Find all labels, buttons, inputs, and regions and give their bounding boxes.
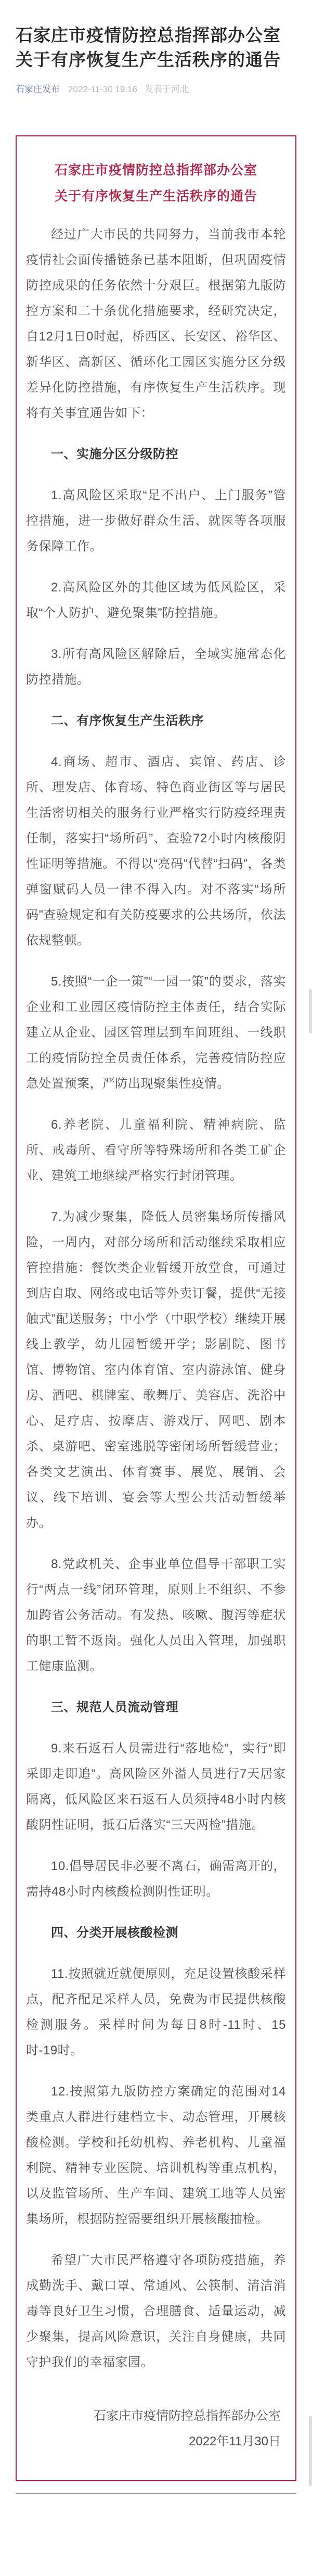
notice-paragraph: 6.养老院、儿童福利院、精神病院、监所、戒毒所、看守所等特殊场所和各类工矿企业、建筑工地继续严格实行封闭管理。 bbox=[26, 1118, 286, 1183]
publish-time: 2022-11-30 19:16 bbox=[68, 84, 137, 95]
notice-paragraph: 8.党政机关、企事业单位倡导干部职工实行“两点一线”闭环管理，原则上不组织、不参加跨省公务活动。有发热、咳嗽、腹泻等症状的职工暂不返岗。强化人员出入管理，加强职工健康监测。 bbox=[26, 1557, 286, 1674]
notice-paragraph: 经过广大市民的共同努力，当前我市本轮疫情社会面传播链条已基本阻断，但巩固疫情防控成果的任务依然十分艰巨。根据第九版防控方案和二十条优化措施要求，经研究决定，自12月1日0时起，桥西区、长安区、裕华区、新华区、高新区、循环化工园区实施分区分级差异化防控措施，有序恢复生产生活秩序。现将有关事宜通告如下： bbox=[26, 228, 286, 421]
publish-location: 发表于河北 bbox=[144, 84, 189, 95]
notice-paragraph: 10.倡导居民非必要不离石，确需离开的，需持48小时内核酸检测阴性证明。 bbox=[26, 1859, 286, 1899]
account-link[interactable]: 石家庄发布 bbox=[16, 84, 60, 95]
notice-heading-line1: 石家庄市疫情防控总指挥部办公室 bbox=[54, 163, 257, 178]
section-heading: 四、分类开展核酸检测 bbox=[51, 1926, 178, 1940]
section-heading: 一、实施分区分级防控 bbox=[51, 447, 178, 462]
notice-body bbox=[26, 222, 286, 2375]
notice-box bbox=[16, 135, 296, 2481]
section-heading: 二、有序恢复生产生活秩序 bbox=[51, 714, 204, 728]
bottom-divider bbox=[16, 2493, 296, 2494]
scrollbar-thumb[interactable] bbox=[309, 2416, 312, 2486]
notice-paragraph: 2.高风险区外的其他区域为低风险区，采取“个人防护、避免聚集”防控措施。 bbox=[26, 580, 286, 621]
scrollbar-thumb[interactable] bbox=[309, 989, 312, 1033]
notice-paragraph: 3.所有高风险区解除后，全域实施常态化防控措施。 bbox=[26, 647, 286, 687]
notice-paragraph: 5.按照“一企一策”“一园一策”的要求，落实企业和工业园区疫情防控主体责任，结合实际建立从企业、园区管理层到车间班组、一线职工的疫情防控全员责任体系，完善疫情防控应急处置预案，严防出现聚集性疫情。 bbox=[26, 975, 286, 1091]
notice-paragraph: 11.按照就近就便原则，充足设置核酸采样点，配齐配足采样人员，免费为市民提供核酸检测服务。采样时间为每日8时-11时、15时-19时。 bbox=[26, 1967, 286, 2058]
notice-paragraph: 希望广大市民严格遵守各项防疫措施，养成勤洗手、戴口罩、常通风、公筷制、清洁消毒等良好卫生习惯，合理膳食、适量运动，减少聚集，提高风险意识，关注自身健康，共同守护我们的幸福家园。 bbox=[26, 2253, 286, 2370]
notice-paragraph: 12.按照第九版防控方案确定的范围对14类重点人群进行建档立卡、动态管理，开展核酸检测。学校和托幼机构、养老机构、儿童福利院、精神专业医院、培训机构等重点机构，以及监管场所、生产车间、建筑工地等人员密集场所，根据防控需要组织开展核酸抽检。 bbox=[26, 2085, 286, 2227]
notice-paragraph: 7.为减少聚集，降低人员密集场所传播风险，一周内，对部分场所和活动继续采取相应管控措施：餐饮类企业暂缓开放堂食，可通过到店自取、网络或电话等外卖订餐，提供“无接触式”配送服务；中小学（中职学校）继续开展线上教学，幼儿园暂缓开学；影剧院、图书馆、博物馆、室内体育馆、室内游泳馆、健身房、酒吧、棋牌室、歌舞厅、美容店、洗浴中心、足疗店、按摩店、游戏厅、网吧、剧本杀、桌游吧、密室逃脱等密闭场所暂缓营业；各类文艺演出、体育赛事、展览、展销、会议、线下培训、宴会等大型公共活动暂缓举办。 bbox=[26, 1210, 286, 1531]
notice-paragraph: 9.来石返石人员需进行“落地检”，实行“即采即走即追”。高风险区外溢人员进行7天居家隔离，低风险区来石返石人员须持48小时内核酸阴性证明，抵石后落实“三天两检”措施。 bbox=[26, 1741, 286, 1833]
byline bbox=[16, 83, 296, 96]
page-title: 石家庄市疫情防控总指挥部办公室关于有序恢复生产生活秩序的通告 bbox=[16, 26, 281, 70]
notice-heading-line2: 关于有序恢复生产生活秩序的通告 bbox=[54, 189, 257, 204]
signature-date: 2022年11月30日 bbox=[189, 2434, 281, 2449]
signature: 石家庄市疫情防控总指挥部办公室 bbox=[94, 2409, 281, 2423]
notice-paragraph: 4.商场、超市、酒店、宾馆、药店、诊所、理发店、体育场、特色商业街区等与居民生活密切相关的服务行业严格实行防疫经理责任制，落实扫“场所码”、查验72小时内核酸阴性证明等措施。不得以“亮码”代替“扫码”，各类弹窗赋码人员一律不得入内。对不落实“场所码”查验规定和有关防疫要求的公共场所，依法依规整顿。 bbox=[26, 755, 286, 948]
section-heading: 三、规范人员流动管理 bbox=[51, 1700, 178, 1715]
notice-paragraph: 1.高风险区采取“足不出户、上门服务”管控措施，进一步做好群众生活、就医等各项服务保障工作。 bbox=[26, 488, 286, 554]
